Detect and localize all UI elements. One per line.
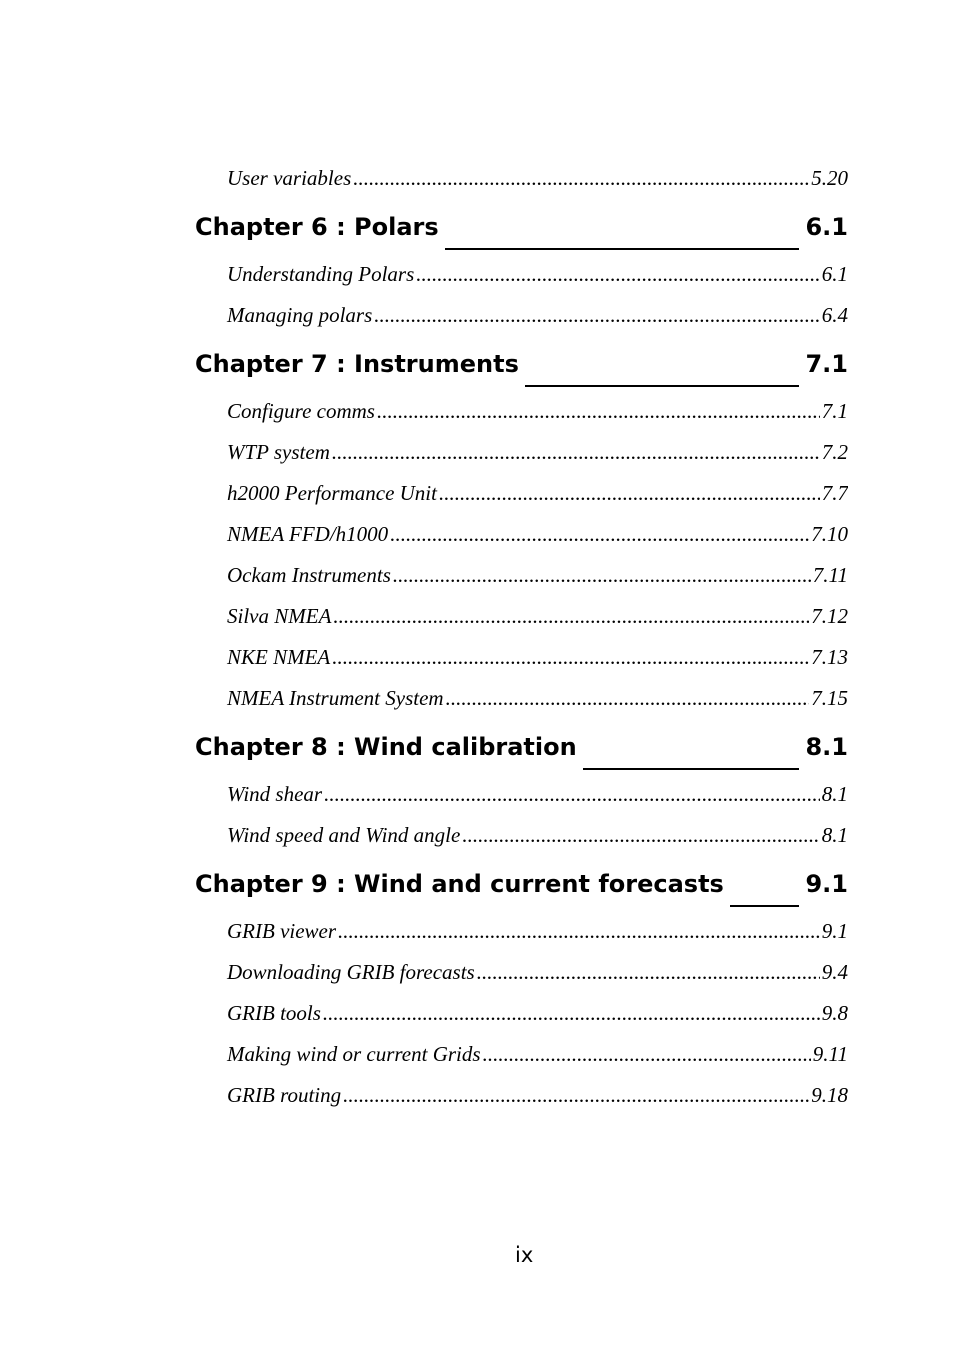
toc-section-entry[interactable]: [195, 475, 848, 516]
page-reference: 6.4: [821, 303, 848, 327]
section-title: User variables: [227, 166, 352, 190]
page-reference: 6.1: [821, 262, 848, 286]
page-reference: 8.1: [805, 733, 848, 761]
toc-section-entry[interactable]: [195, 160, 848, 201]
page-reference: 7.1: [805, 350, 848, 378]
underline-leader: [730, 903, 800, 907]
page-reference: 8.1: [821, 782, 848, 806]
toc-section-entry[interactable]: [195, 995, 848, 1036]
toc-section-entry[interactable]: [195, 434, 848, 475]
dot-leader: [377, 393, 820, 429]
section-title: Managing polars: [227, 303, 373, 327]
chapter-title: Chapter 6 : Polars: [195, 213, 439, 241]
underline-leader: [445, 246, 800, 250]
toc-section-entry[interactable]: [195, 256, 848, 297]
section-title: Ockam Instruments: [227, 563, 391, 587]
toc-section-entry[interactable]: [195, 557, 848, 598]
dot-leader: [483, 1036, 811, 1072]
page-reference: 9.11: [812, 1042, 848, 1066]
toc-chapter-entry[interactable]: [195, 338, 848, 393]
dot-leader: [333, 598, 809, 634]
dot-leader: [416, 256, 819, 292]
dot-leader: [390, 516, 809, 552]
dot-leader: [338, 913, 820, 949]
dot-leader: [324, 776, 820, 812]
toc-chapter-entry[interactable]: [195, 201, 848, 256]
section-title: Wind shear: [227, 782, 323, 806]
dot-leader: [446, 680, 810, 716]
underline-leader: [583, 766, 800, 770]
dot-leader: [332, 434, 820, 470]
dot-leader: [462, 817, 819, 853]
section-title: Downloading GRIB forecasts: [227, 960, 475, 984]
section-title: NMEA Instrument System: [227, 686, 444, 710]
underline-leader: [525, 383, 800, 387]
section-title: GRIB routing: [227, 1083, 342, 1107]
page-reference: 7.12: [811, 604, 848, 628]
toc-section-entry[interactable]: [195, 817, 848, 858]
page-reference: 7.11: [812, 563, 848, 587]
section-title: Wind speed and Wind angle: [227, 823, 461, 847]
dot-leader: [343, 1077, 809, 1113]
dot-leader: [353, 160, 809, 196]
toc-section-entry[interactable]: [195, 598, 848, 639]
section-title: Configure comms: [227, 399, 375, 423]
section-title: NKE NMEA: [227, 645, 331, 669]
toc-chapter-entry[interactable]: [195, 721, 848, 776]
dot-leader: [374, 297, 819, 333]
toc-section-entry[interactable]: [195, 1077, 848, 1118]
toc-section-entry[interactable]: [195, 639, 848, 680]
section-title: GRIB viewer: [227, 919, 337, 943]
chapter-title: Chapter 9 : Wind and current forecasts: [195, 870, 724, 898]
toc-section-entry[interactable]: [195, 297, 848, 338]
section-title: WTP system: [227, 440, 330, 464]
section-title: h2000 Performance Unit: [227, 481, 437, 505]
chapter-title: Chapter 8 : Wind calibration: [195, 733, 577, 761]
dot-leader: [323, 995, 820, 1031]
page-reference: 5.20: [811, 166, 848, 190]
page-reference: 7.1: [821, 399, 848, 423]
page-reference: 7.15: [811, 686, 848, 710]
page-reference: 9.8: [821, 1001, 848, 1025]
page-number: ix: [515, 1243, 534, 1267]
page-reference: 7.7: [821, 481, 848, 505]
toc-chapter-entry[interactable]: [195, 858, 848, 913]
dot-leader: [477, 954, 820, 990]
section-title: Making wind or current Grids: [227, 1042, 481, 1066]
toc-section-entry[interactable]: [195, 1036, 848, 1077]
page-reference: 9.18: [811, 1083, 848, 1107]
chapter-title: Chapter 7 : Instruments: [195, 350, 519, 378]
toc-section-entry[interactable]: [195, 516, 848, 557]
page-reference: 7.13: [811, 645, 848, 669]
section-title: Silva NMEA: [227, 604, 332, 628]
dot-leader: [439, 475, 820, 511]
section-title: NMEA FFD/h1000: [227, 522, 389, 546]
section-title: GRIB tools: [227, 1001, 321, 1025]
toc-section-entry[interactable]: [195, 913, 848, 954]
section-title: Understanding Polars: [227, 262, 415, 286]
dot-leader: [332, 639, 809, 675]
page-reference: 6.1: [805, 213, 848, 241]
page-reference: 9.4: [821, 960, 848, 984]
page-reference: 7.2: [821, 440, 848, 464]
dot-leader: [393, 557, 811, 593]
toc-section-entry[interactable]: [195, 776, 848, 817]
table-of-contents: [195, 160, 848, 1118]
page-reference: 9.1: [821, 919, 848, 943]
page-reference: 7.10: [811, 522, 848, 546]
page-reference: 9.1: [805, 870, 848, 898]
toc-section-entry[interactable]: [195, 393, 848, 434]
toc-section-entry[interactable]: [195, 954, 848, 995]
page-reference: 8.1: [821, 823, 848, 847]
toc-section-entry[interactable]: [195, 680, 848, 721]
